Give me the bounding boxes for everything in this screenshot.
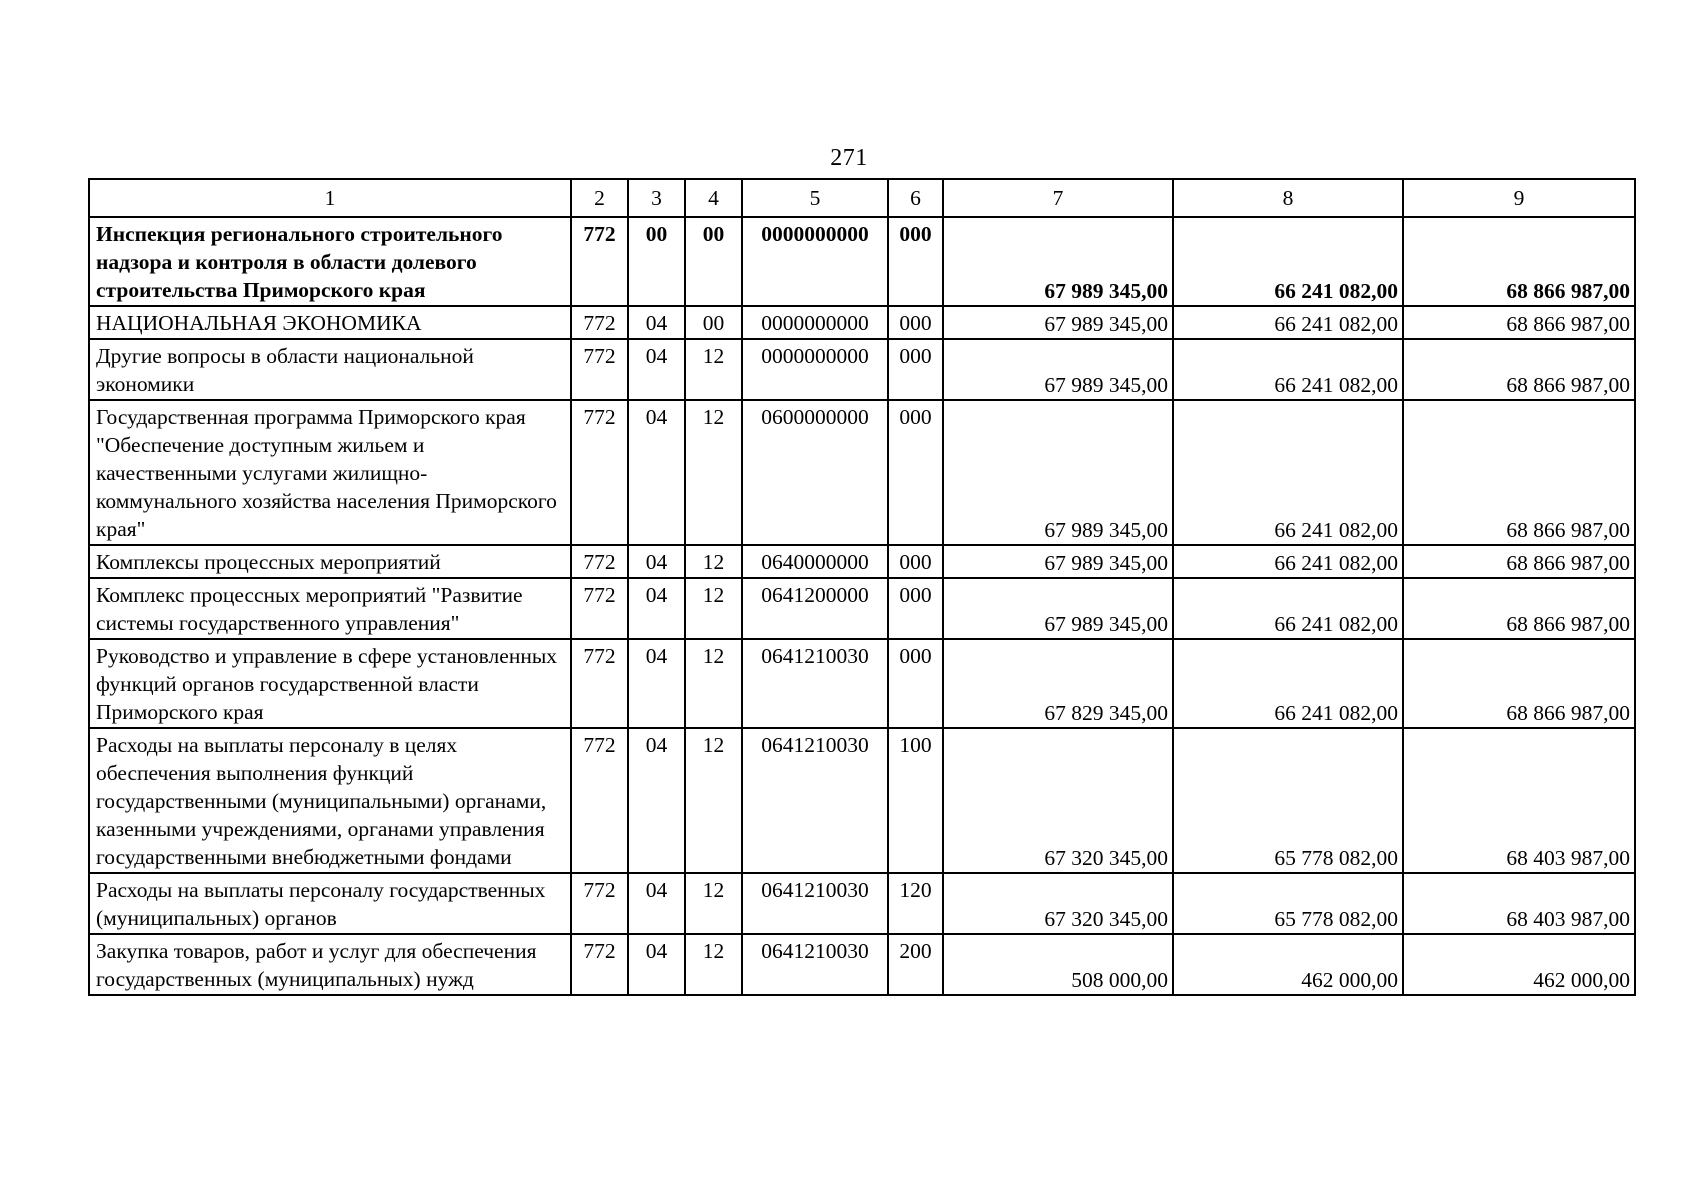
amount-year2-cell: 66 241 082,00	[1173, 217, 1403, 306]
amount-year1-cell: 67 989 345,00	[943, 400, 1173, 545]
amount-year1-cell: 508 000,00	[943, 934, 1173, 995]
expense-type-cell: 100	[888, 728, 943, 873]
amount-year2-cell: 66 241 082,00	[1173, 578, 1403, 639]
subsection-cell: 12	[685, 545, 742, 578]
amount-year1-cell: 67 320 345,00	[943, 873, 1173, 934]
admin-code-cell: 772	[571, 728, 628, 873]
expense-type-cell: 000	[888, 545, 943, 578]
subsection-cell: 12	[685, 873, 742, 934]
section-cell: 04	[628, 306, 685, 339]
section-cell: 04	[628, 728, 685, 873]
amount-year2-cell: 66 241 082,00	[1173, 306, 1403, 339]
subsection-cell: 12	[685, 400, 742, 545]
column-header: 2	[571, 179, 628, 217]
table-header	[89, 179, 1635, 217]
row-name-cell: Руководство и управление в сфере установленных функций органов государственной власти Приморского края	[89, 639, 571, 728]
subsection-cell: 00	[685, 306, 742, 339]
amount-year2-cell: 66 241 082,00	[1173, 339, 1403, 400]
amount-year1-cell: 67 829 345,00	[943, 639, 1173, 728]
budget-table	[88, 178, 1636, 996]
amount-year1-cell: 67 989 345,00	[943, 306, 1173, 339]
amount-year2-cell: 66 241 082,00	[1173, 639, 1403, 728]
target-item-cell: 0641210030	[742, 728, 888, 873]
amount-year1-cell: 67 989 345,00	[943, 217, 1173, 306]
admin-code-cell: 772	[571, 545, 628, 578]
amount-year1-cell: 67 989 345,00	[943, 578, 1173, 639]
amount-year3-cell: 68 866 987,00	[1403, 400, 1635, 545]
admin-code-cell: 772	[571, 306, 628, 339]
subsection-cell: 12	[685, 339, 742, 400]
table-row	[89, 728, 1635, 873]
column-header: 6	[888, 179, 943, 217]
target-item-cell: 0000000000	[742, 217, 888, 306]
table-row	[89, 578, 1635, 639]
expense-type-cell: 000	[888, 339, 943, 400]
header-row	[89, 179, 1635, 217]
admin-code-cell: 772	[571, 639, 628, 728]
amount-year3-cell: 68 866 987,00	[1403, 339, 1635, 400]
table-row	[89, 400, 1635, 545]
section-cell: 04	[628, 639, 685, 728]
row-name-cell: Комплекс процессных мероприятий "Развитие системы государственного управления"	[89, 578, 571, 639]
target-item-cell: 0000000000	[742, 306, 888, 339]
section-cell: 04	[628, 400, 685, 545]
section-cell: 04	[628, 578, 685, 639]
table-row	[89, 639, 1635, 728]
subsection-cell: 12	[685, 728, 742, 873]
amount-year2-cell: 65 778 082,00	[1173, 728, 1403, 873]
column-header: 7	[943, 179, 1173, 217]
amount-year1-cell: 67 989 345,00	[943, 545, 1173, 578]
section-cell: 00	[628, 217, 685, 306]
subsection-cell: 00	[685, 217, 742, 306]
expense-type-cell: 000	[888, 306, 943, 339]
amount-year1-cell: 67 989 345,00	[943, 339, 1173, 400]
column-header: 1	[89, 179, 571, 217]
amount-year3-cell: 68 403 987,00	[1403, 728, 1635, 873]
section-cell: 04	[628, 934, 685, 995]
expense-type-cell: 120	[888, 873, 943, 934]
expense-type-cell: 000	[888, 400, 943, 545]
column-header: 9	[1403, 179, 1635, 217]
amount-year3-cell: 68 866 987,00	[1403, 306, 1635, 339]
row-name-cell: Комплексы процессных мероприятий	[89, 545, 571, 578]
table-body	[89, 217, 1635, 995]
subsection-cell: 12	[685, 934, 742, 995]
row-name-cell: НАЦИОНАЛЬНАЯ ЭКОНОМИКА	[89, 306, 571, 339]
column-header: 8	[1173, 179, 1403, 217]
admin-code-cell: 772	[571, 217, 628, 306]
amount-year2-cell: 65 778 082,00	[1173, 873, 1403, 934]
amount-year3-cell: 68 403 987,00	[1403, 873, 1635, 934]
row-name-cell: Расходы на выплаты персоналу государственных (муниципальных) органов	[89, 873, 571, 934]
admin-code-cell: 772	[571, 934, 628, 995]
table-row	[89, 217, 1635, 306]
expense-type-cell: 000	[888, 217, 943, 306]
amount-year3-cell: 68 866 987,00	[1403, 217, 1635, 306]
expense-type-cell: 000	[888, 578, 943, 639]
table-row	[89, 339, 1635, 400]
amount-year3-cell: 462 000,00	[1403, 934, 1635, 995]
target-item-cell: 0000000000	[742, 339, 888, 400]
section-cell: 04	[628, 545, 685, 578]
section-cell: 04	[628, 339, 685, 400]
column-header: 3	[628, 179, 685, 217]
target-item-cell: 0640000000	[742, 545, 888, 578]
target-item-cell: 0600000000	[742, 400, 888, 545]
amount-year2-cell: 66 241 082,00	[1173, 400, 1403, 545]
amount-year3-cell: 68 866 987,00	[1403, 639, 1635, 728]
table-row	[89, 873, 1635, 934]
table-row	[89, 545, 1635, 578]
row-name-cell: Государственная программа Приморского края "Обеспечение доступным жильем и качественными услугами жилищно-коммунального хозяйства населения Приморского края"	[89, 400, 571, 545]
section-cell: 04	[628, 873, 685, 934]
admin-code-cell: 772	[571, 400, 628, 545]
column-header: 4	[685, 179, 742, 217]
row-name-cell: Закупка товаров, работ и услуг для обеспечения государственных (муниципальных) нужд	[89, 934, 571, 995]
page-number: 271	[830, 145, 868, 171]
row-name-cell: Инспекция регионального строительного надзора и контроля в области долевого строительства Приморского края	[89, 217, 571, 306]
expense-type-cell: 000	[888, 639, 943, 728]
target-item-cell: 0641200000	[742, 578, 888, 639]
amount-year2-cell: 66 241 082,00	[1173, 545, 1403, 578]
row-name-cell: Другие вопросы в области национальной экономики	[89, 339, 571, 400]
target-item-cell: 0641210030	[742, 934, 888, 995]
admin-code-cell: 772	[571, 578, 628, 639]
admin-code-cell: 772	[571, 873, 628, 934]
target-item-cell: 0641210030	[742, 639, 888, 728]
subsection-cell: 12	[685, 639, 742, 728]
table-row	[89, 934, 1635, 995]
row-name-cell: Расходы на выплаты персоналу в целях обеспечения выполнения функций государственными (муниципальными) органами, казенными учреждениями, органами управления государственными внебюджетными фондами	[89, 728, 571, 873]
expense-type-cell: 200	[888, 934, 943, 995]
target-item-cell: 0641210030	[742, 873, 888, 934]
amount-year3-cell: 68 866 987,00	[1403, 578, 1635, 639]
amount-year2-cell: 462 000,00	[1173, 934, 1403, 995]
table-row	[89, 306, 1635, 339]
amount-year1-cell: 67 320 345,00	[943, 728, 1173, 873]
amount-year3-cell: 68 866 987,00	[1403, 545, 1635, 578]
admin-code-cell: 772	[571, 339, 628, 400]
column-header: 5	[742, 179, 888, 217]
subsection-cell: 12	[685, 578, 742, 639]
